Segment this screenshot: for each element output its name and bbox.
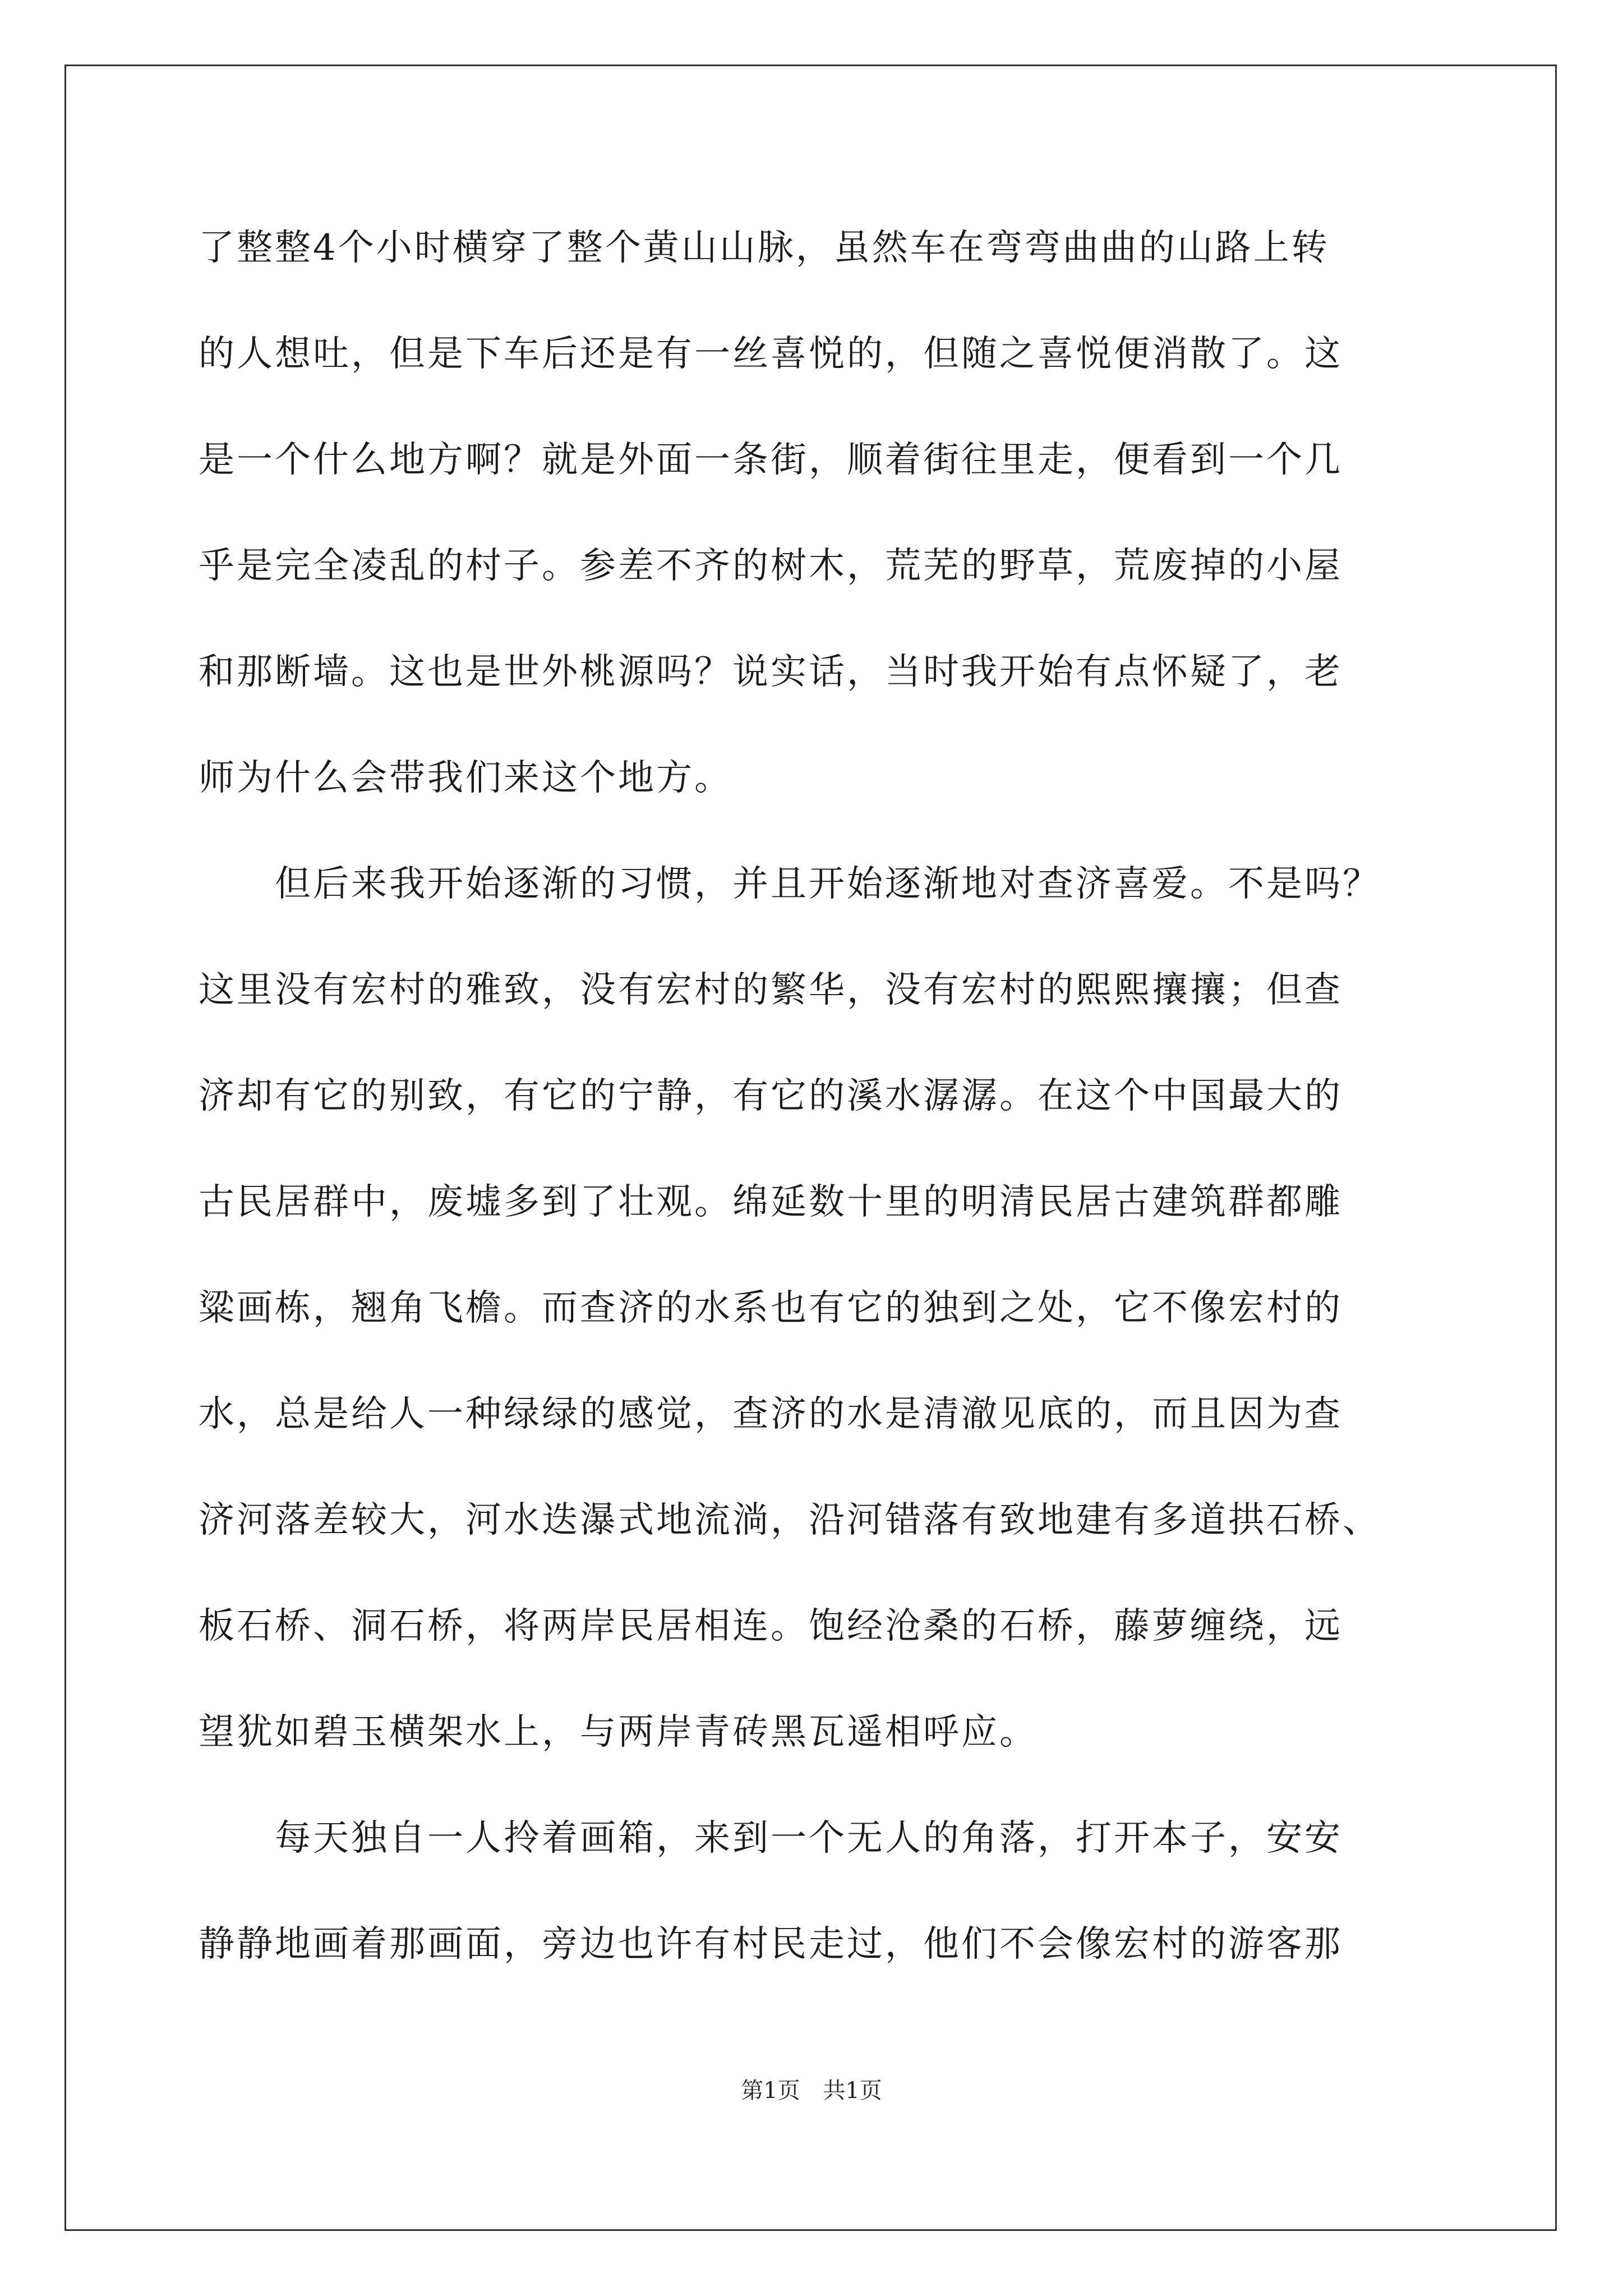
text-line: 是一个什么地方啊？就是外面一条街，顺着街往里走，便看到一个几 <box>199 439 1343 481</box>
document-body <box>199 214 1460 2017</box>
text-line: 乎是完全凌乱的村子。参差不齐的树木，荒芜的野草，荒废掉的小屋 <box>199 545 1343 587</box>
text-line: 济河落差较大，河水迭瀑式地流淌，沿河错落有致地建有多道拱石桥、 <box>199 1499 1381 1541</box>
text-line: 济却有它的别致，有它的宁静，有它的溪水潺潺。在这个中国最大的 <box>199 1075 1343 1117</box>
text-line: 水，总是给人一种绿绿的感觉，查济的水是清澈见底的，而且因为查 <box>199 1393 1343 1435</box>
text-line: 了整整4个小时横穿了整个黄山山脉，虽然车在弯弯曲曲的山路上转 <box>199 227 1330 269</box>
text-line: 板石桥、洞石桥，将两岸民居相连。饱经沧桑的石桥，藤萝缠绕，远 <box>199 1605 1343 1647</box>
page-total: 共1页 <box>823 2078 882 2104</box>
text-line: 古民居群中，废墟多到了壮观。绵延数十里的明清民居古建筑群都雕 <box>199 1181 1343 1223</box>
page-number: 第1页 <box>741 2078 800 2104</box>
text-line: 这里没有宏村的雅致，没有宏村的繁华，没有宏村的熙熙攘攘；但查 <box>199 969 1343 1011</box>
text-line: 和那断墙。这也是世外桃源吗？说实话，当时我开始有点怀疑了，老 <box>199 651 1343 693</box>
text-line: 的人想吐，但是下车后还是有一丝喜悦的，但随之喜悦便消散了。这 <box>199 333 1343 375</box>
text-line: 望犹如碧玉横架水上，与两岸青砖黑瓦遥相呼应。 <box>199 1711 1038 1753</box>
text-line: 师为什么会带我们来这个地方。 <box>199 757 732 799</box>
text-line: 但后来我开始逐渐的习惯，并且开始逐渐地对查济喜爱。不是吗？ <box>199 863 1381 905</box>
text-line: 粱画栋，翘角飞檐。而查济的水系也有它的独到之处，它不像宏村的 <box>199 1287 1343 1329</box>
text-line: 静静地画着那画面，旁边也许有村民走过，他们不会像宏村的游客那 <box>199 1924 1343 1965</box>
text-line: 每天独自一人拎着画箱，来到一个无人的角落，打开本子，安安 <box>199 1818 1343 1859</box>
page-footer <box>0 2074 1623 2108</box>
